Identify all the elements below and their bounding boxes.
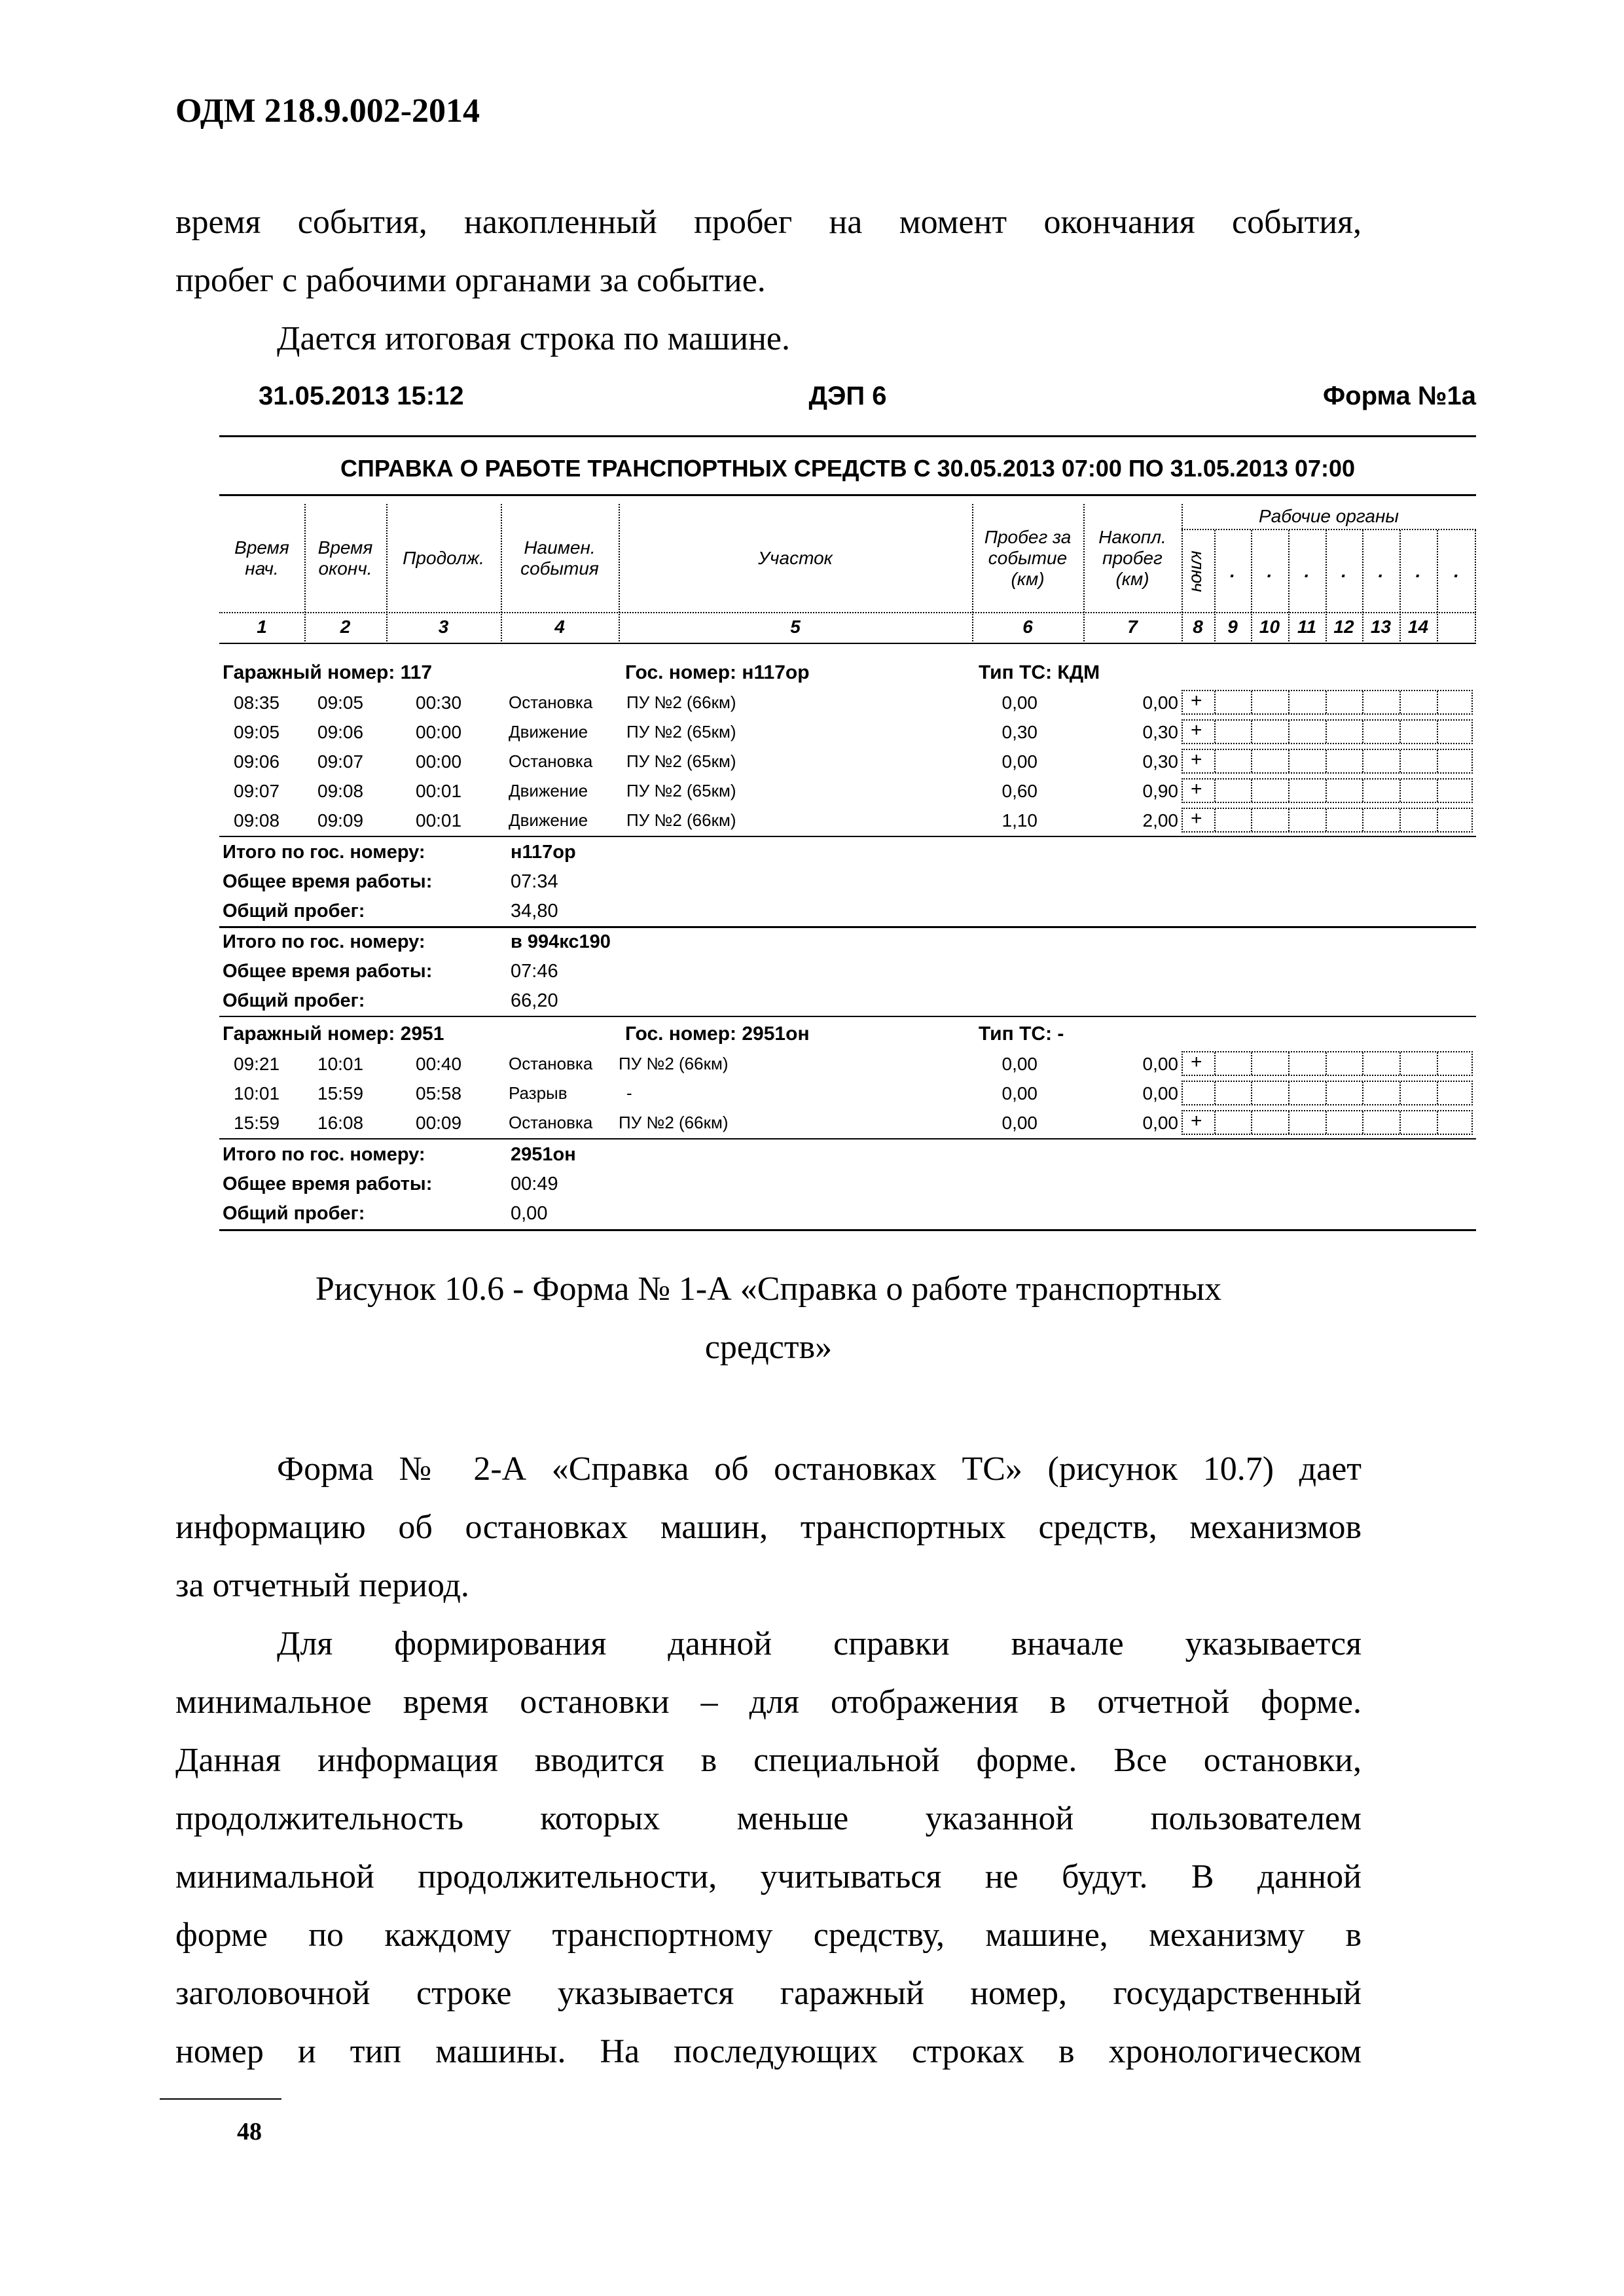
col-number: 14 — [1407, 617, 1429, 637]
col-mileage: Пробег за событие (км) — [984, 526, 1072, 589]
table-row — [219, 776, 1476, 805]
gos-number: Гос. номер: н117ор — [625, 662, 810, 683]
col-section: Участок — [758, 547, 833, 568]
gos-number: Гос. номер: 2951он — [625, 1023, 810, 1045]
accumulated-mileage: 0,00 — [1142, 1054, 1178, 1074]
mileage: 1,10 — [1001, 810, 1038, 831]
paragraph-line: номер и тип машины. На последующих строках в хронологическом — [175, 2033, 1362, 2070]
paragraph-line: за отчетный период. — [175, 1567, 469, 1604]
paragraph-line: минимальной продолжительности, учитываться не будут. В данной — [175, 1858, 1362, 1895]
summary-value: н117ор — [511, 842, 576, 863]
col-number: 12 — [1333, 617, 1354, 637]
working-parts-cells — [1182, 719, 1473, 744]
summary-value: 34,80 — [511, 901, 558, 922]
start-time: 15:59 — [234, 1113, 280, 1133]
summary-value: в 994кс190 — [511, 931, 611, 952]
key-mark: + — [1191, 749, 1202, 770]
summary-label: Общее время работы: — [223, 871, 433, 892]
table-row — [219, 717, 1476, 746]
header-divider — [1475, 530, 1476, 641]
mileage: 0,00 — [1001, 1054, 1038, 1074]
table-row — [219, 1107, 1476, 1137]
footer-rule — [160, 2098, 281, 2100]
paragraph-line: Для формирования данной справки вначале указывается — [277, 1625, 1362, 1662]
start-time: 08:35 — [234, 692, 280, 713]
event-name: Остановка — [509, 1113, 593, 1132]
accumulated-mileage: 0,00 — [1142, 1113, 1178, 1133]
row-rule — [219, 1138, 1476, 1139]
table-header — [219, 504, 1476, 641]
paragraph-line: минимальное время остановки – для отображения в отчетной форме. — [175, 1683, 1362, 1721]
paragraph-line: информацию об остановках машин, транспортных средств, механизмов — [175, 1509, 1362, 1546]
summary-label: Общий пробег: — [223, 1203, 365, 1224]
working-parts-cells — [1182, 778, 1473, 803]
working-parts-cells — [1182, 1081, 1473, 1105]
key-mark: + — [1191, 719, 1202, 741]
working-parts-cells — [1182, 1051, 1473, 1076]
vehicle-type: Тип ТС: - — [979, 1023, 1064, 1045]
paragraph-line: форме по каждому транспортному средству, машине, механизму в — [175, 1916, 1362, 1954]
intro-paragraph — [175, 193, 1362, 368]
section: - — [626, 1083, 632, 1103]
col-dot: . — [1230, 560, 1235, 581]
summary-row — [219, 838, 1476, 867]
accumulated-mileage: 0,00 — [1142, 1083, 1178, 1103]
end-time: 09:08 — [317, 781, 364, 801]
intro-line: время события, накопленный пробег на момент окончания события, — [175, 204, 1362, 241]
end-time: 09:06 — [317, 722, 364, 742]
col-dot: . — [1415, 560, 1421, 581]
end-time: 16:08 — [317, 1113, 364, 1133]
summary-label: Итого по гос. номеру: — [223, 1144, 425, 1165]
col-start-time: Время нач. — [234, 537, 289, 579]
summary-label: Общий пробег: — [223, 990, 365, 1011]
vehicle-type: Тип ТС: КДМ — [979, 662, 1100, 683]
col-end-time: Время оконч. — [317, 537, 373, 579]
end-time: 09:07 — [317, 751, 364, 772]
accumulated-mileage: 0,90 — [1142, 781, 1178, 801]
summary-row — [219, 986, 1476, 1016]
duration: 00:00 — [416, 751, 462, 772]
bottom-rule — [219, 1229, 1476, 1231]
top-rule — [219, 435, 1476, 437]
working-parts-cells — [1182, 749, 1473, 774]
table-row — [219, 805, 1476, 834]
vehicle-header — [219, 1019, 1476, 1048]
end-time: 15:59 — [317, 1083, 364, 1103]
summary-row — [219, 1199, 1476, 1229]
intro-line: пробег с рабочими органами за событие. — [175, 262, 766, 299]
col-number: 11 — [1297, 617, 1317, 637]
garage-number: Гаражный номер: 2951 — [223, 1023, 444, 1045]
col-duration: Продолж. — [403, 547, 484, 568]
summary-value: 0,00 — [511, 1203, 548, 1224]
working-parts-cells — [1182, 1110, 1473, 1135]
duration: 00:09 — [416, 1113, 462, 1133]
figure-caption — [175, 1260, 1362, 1376]
vehicle-header — [219, 658, 1476, 687]
col-dot: . — [1378, 560, 1384, 581]
summary-label: Общее время работы: — [223, 1174, 433, 1194]
title-rule — [219, 494, 1476, 496]
col-dot: . — [1304, 560, 1310, 581]
accumulated-mileage: 2,00 — [1142, 810, 1178, 831]
page-number: 48 — [237, 2118, 262, 2145]
mileage: 0,30 — [1001, 722, 1038, 742]
table-row — [219, 746, 1476, 776]
report-figure — [219, 376, 1476, 1247]
col-number: 6 — [1022, 617, 1033, 637]
report-form-number: Форма №1а — [1323, 382, 1476, 410]
paragraph-line: Форма № 2-А «Справка об остановках ТС» (рисунок 10.7) дает — [277, 1450, 1362, 1488]
col-group-working-parts: Рабочие органы — [1259, 506, 1399, 526]
end-time: 09:09 — [317, 810, 364, 831]
mileage: 0,00 — [1001, 1083, 1038, 1103]
col-key: ключ — [1188, 550, 1208, 592]
key-mark: + — [1191, 1110, 1202, 1132]
garage-number: Гаражный номер: 117 — [223, 662, 433, 683]
section: ПУ №2 (66км) — [619, 1054, 729, 1073]
section-rule — [219, 1016, 1476, 1017]
mileage: 0,00 — [1001, 692, 1038, 713]
summary-row — [219, 897, 1476, 926]
summary-value: 66,20 — [511, 990, 558, 1011]
col-number: 2 — [340, 617, 351, 637]
col-accumulated: Накопл. пробег (км) — [1098, 526, 1166, 589]
summary-value: 00:49 — [511, 1174, 558, 1194]
section: ПУ №2 (66км) — [626, 810, 736, 830]
summary-row — [219, 1140, 1476, 1170]
duration: 00:30 — [416, 692, 462, 713]
table-row — [219, 1049, 1476, 1078]
summary-row — [219, 1170, 1476, 1199]
header-divider — [1437, 530, 1438, 641]
mileage: 0,00 — [1001, 751, 1038, 772]
header-rule — [219, 643, 1476, 644]
event-name: Движение — [509, 810, 588, 830]
mileage: 0,60 — [1001, 781, 1038, 801]
section: ПУ №2 (65км) — [626, 751, 736, 771]
event-name: Остановка — [509, 751, 593, 771]
summary-value: 2951он — [511, 1144, 576, 1165]
working-parts-cells — [1182, 690, 1473, 715]
section: ПУ №2 (65км) — [626, 722, 736, 742]
working-parts-cells — [1182, 808, 1473, 833]
table-row — [219, 687, 1476, 717]
section: ПУ №2 (66км) — [619, 1113, 729, 1132]
col-number: 4 — [554, 617, 565, 637]
col-dot: . — [1267, 560, 1272, 581]
end-time: 09:05 — [317, 692, 364, 713]
col-event-name: Наимен. события — [520, 537, 599, 579]
summary-label: Общее время работы: — [223, 961, 433, 982]
accumulated-mileage: 0,30 — [1142, 722, 1178, 742]
col-number: 10 — [1259, 617, 1280, 637]
header-divider — [219, 612, 1476, 613]
summary-row — [219, 927, 1476, 957]
row-rule — [219, 836, 1476, 837]
mileage: 0,00 — [1001, 1113, 1038, 1133]
key-mark: + — [1191, 808, 1202, 829]
event-name: Движение — [509, 722, 588, 742]
report-org: ДЭП 6 — [808, 382, 887, 410]
caption-line: Рисунок 10.6 - Форма № 1-А «Справка о работе транспортных — [315, 1270, 1222, 1308]
caption-line: средств» — [704, 1329, 833, 1366]
start-time: 09:06 — [234, 751, 280, 772]
figure-top-bar — [219, 376, 1476, 409]
col-dot: . — [1341, 560, 1346, 581]
section: ПУ №2 (65км) — [626, 781, 736, 800]
document-code: ОДМ 218.9.002-2014 — [175, 92, 480, 130]
col-dot: . — [1454, 560, 1459, 581]
end-time: 10:01 — [317, 1054, 364, 1074]
col-number: 5 — [790, 617, 801, 637]
start-time: 09:08 — [234, 810, 280, 831]
col-number: 7 — [1127, 617, 1138, 637]
paragraph-form2-details — [175, 1615, 1362, 2081]
table-row — [219, 1078, 1476, 1107]
paragraph-line: Данная информация вводится в специальной форме. Все остановки, — [175, 1742, 1362, 1779]
start-time: 09:05 — [234, 722, 280, 742]
col-number: 8 — [1193, 617, 1203, 637]
start-time: 10:01 — [234, 1083, 280, 1103]
intro-line: Дается итоговая строка по машине. — [277, 320, 790, 357]
accumulated-mileage: 0,30 — [1142, 751, 1178, 772]
summary-value: 07:34 — [511, 871, 558, 892]
report-title: СПРАВКА О РАБОТЕ ТРАНСПОРТНЫХ СРЕДСТВ С 30.05.2013 07:00 ПО 31.05.2013 07:00 — [340, 455, 1356, 482]
key-mark: + — [1191, 778, 1202, 800]
accumulated-mileage: 0,00 — [1142, 692, 1178, 713]
paragraph-line: заголовочной строке указывается гаражный номер, государственный — [175, 1975, 1362, 2012]
paragraph-form2 — [175, 1440, 1362, 1615]
summary-label: Итого по гос. номеру: — [223, 842, 425, 863]
summary-label: Итого по гос. номеру: — [223, 931, 425, 952]
event-name: Разрыв — [509, 1083, 568, 1103]
duration: 00:01 — [416, 810, 462, 831]
report-datetime: 31.05.2013 15:12 — [259, 382, 464, 410]
summary-row — [219, 957, 1476, 986]
summary-row — [219, 867, 1476, 897]
col-number: 3 — [438, 617, 449, 637]
duration: 00:40 — [416, 1054, 462, 1074]
duration: 00:01 — [416, 781, 462, 801]
event-name: Остановка — [509, 1054, 593, 1073]
header-divider — [1182, 529, 1476, 530]
col-number: 1 — [257, 617, 267, 637]
event-name: Движение — [509, 781, 588, 800]
start-time: 09:07 — [234, 781, 280, 801]
col-number: 9 — [1227, 617, 1238, 637]
start-time: 09:21 — [234, 1054, 280, 1074]
col-number: 13 — [1370, 617, 1392, 637]
duration: 05:58 — [416, 1083, 462, 1103]
event-name: Остановка — [509, 692, 593, 712]
paragraph-line: продолжительность которых меньше указанной пользователем — [175, 1800, 1362, 1837]
summary-label: Общий пробег: — [223, 901, 365, 922]
section: ПУ №2 (66км) — [626, 692, 736, 712]
duration: 00:00 — [416, 722, 462, 742]
key-mark: + — [1191, 1051, 1202, 1073]
summary-value: 07:46 — [511, 961, 558, 982]
key-mark: + — [1191, 690, 1202, 711]
